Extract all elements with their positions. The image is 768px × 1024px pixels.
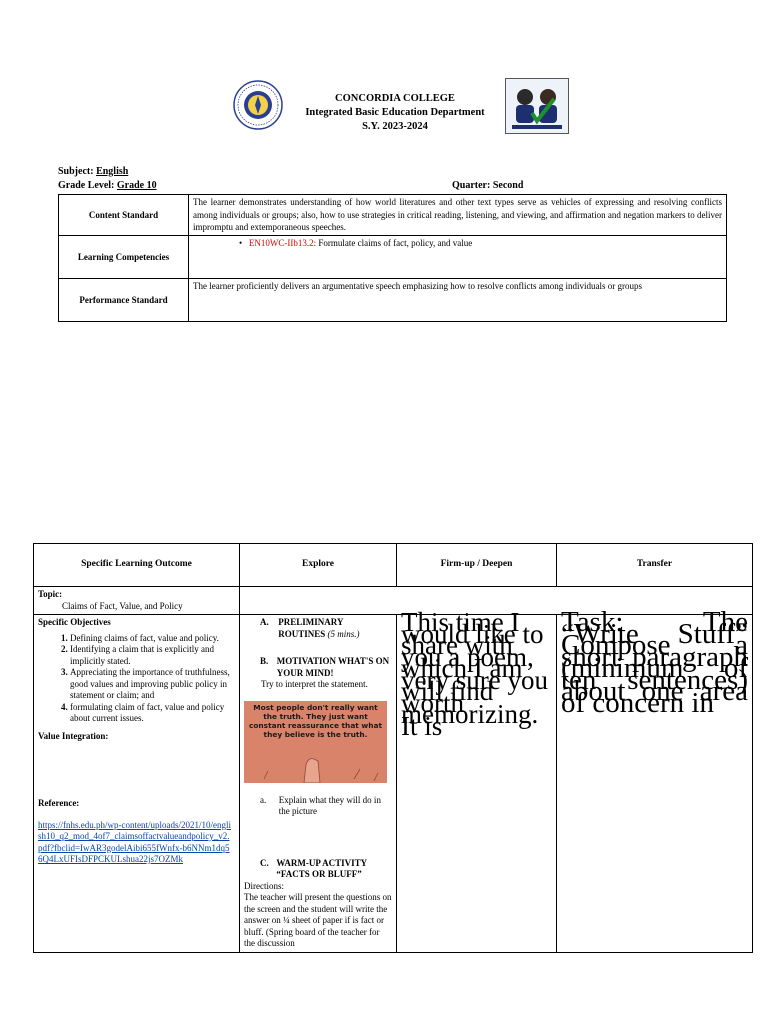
grade-line <box>58 180 157 191</box>
firm-up-text: This time I would like to share with you a poem, which I am very sure you will find worth memorizing. It is <box>401 607 548 741</box>
motivation-title: MOTIVATION WHAT'S ON YOUR MIND! <box>276 656 390 678</box>
header-firm-up: Firm-up / Deepen <box>397 544 557 587</box>
performance-standard-row <box>59 279 727 322</box>
objective-item: 3. Appreciating the importance of truthfulness, good values and improving public policy in statement or claim; and <box>70 667 235 702</box>
school-header <box>280 92 510 134</box>
preliminary-routines-title: PRELIMINARY ROUTINES <box>278 617 344 639</box>
warm-up-title: WARM-UP ACTIVITY “FACTS OR BLUFF” <box>276 857 367 879</box>
quarter-label: Quarter: Second <box>452 180 524 191</box>
directions-text: The teacher will present the questions on the screen and the student will write the answer on ¼ sheet of paper if is fact or bluff. (Spring board of the teacher for the discussion <box>244 892 392 948</box>
department-photo-logo <box>505 78 569 134</box>
explore-item-b <box>244 656 392 679</box>
item-letter: A. <box>260 617 269 627</box>
learning-competencies-cell <box>189 236 727 279</box>
performance-standard-label: Performance Standard <box>59 279 189 322</box>
quote-image-text: Most people don't really want the truth. They just want constant reassurance that what they believe is the truth. <box>248 702 383 739</box>
objective-item: 2. Identifying a claim that is explicitly and implicitly stated. <box>70 644 235 667</box>
performance-standard-text: The learner proficiently delivers an argumentative speech emphasizing how to resolve conflicts among individuals or groups <box>189 279 727 322</box>
grade-label: Grade Level: <box>58 180 115 191</box>
item-letter: C. <box>260 857 269 868</box>
subject-line <box>58 166 128 177</box>
plan-header-row <box>34 544 753 587</box>
objective-item: 1. Defining claims of fact, value and policy. <box>70 633 235 645</box>
bullet-icon: • <box>239 238 249 248</box>
learning-competencies-label: Learning Competencies <box>59 236 189 279</box>
quote-image <box>244 701 387 783</box>
directions-label: Directions: <box>244 880 284 891</box>
grade-value: Grade 10 <box>116 180 157 191</box>
item-a-content <box>272 617 392 640</box>
lesson-plan-table <box>33 543 753 953</box>
topic-value: Claims of Fact, Value, and Policy <box>62 600 183 611</box>
motivation-instruction: Try to interpret the statement. <box>261 679 368 689</box>
content-standard-row <box>59 195 727 236</box>
explore-item-c <box>244 858 392 881</box>
subject-label: Subject: <box>58 166 94 177</box>
content-standard-text: The learner demonstrates understanding of how world literatures and other text types serve as vehicles of expressing and resolving conflicts among individuals or groups; also, how to use strategies in critical reading, listening, and viewing, and affirmation and negation markers to deliver impromptu and extemporaneous speeches. <box>189 195 727 236</box>
topic-cell <box>34 587 240 615</box>
competency-item <box>193 237 722 250</box>
item-letter: B. <box>260 656 269 666</box>
hand-illustration <box>244 749 387 783</box>
header-explore: Explore <box>240 544 397 587</box>
header-transfer: Transfer <box>557 544 753 587</box>
competency-text: Formulate claims of fact, policy, and value <box>316 238 473 248</box>
reference-link[interactable]: https://fnhs.edu.ph/wp-content/uploads/2021/10/english10_q2_mod_4of7_claimsoffactvalueandpolicy_v2.pdf?fbclid=IwAR3godelAibi655fWnfx-b6NNm1dq56Q4LxUFIsDFPCKULshua22js7OZMk <box>38 819 231 864</box>
learning-competencies-row <box>59 236 727 279</box>
standards-table <box>58 194 727 322</box>
department-name: Integrated Basic Education Department <box>305 107 485 118</box>
subject-value: English <box>96 166 129 177</box>
objectives-label: Specific Objectives <box>38 617 111 627</box>
school-year: S.Y. 2023-2024 <box>362 121 428 132</box>
explore-sub-item-a <box>244 795 392 818</box>
header-specific-learning-outcome: Specific Learning Outcome <box>34 544 240 587</box>
explore-cell <box>240 615 397 953</box>
sub-item-a-text: Explain what they will do in the picture <box>278 794 381 816</box>
content-row <box>34 615 753 953</box>
preliminary-routines-time: (5 mins.) <box>327 628 360 639</box>
explore-item-a <box>244 617 392 640</box>
item-letter: a. <box>260 794 267 805</box>
value-integration-label: Value Integration: <box>38 730 109 741</box>
competency-code: EN10WC-IIb13.2: <box>248 238 317 248</box>
content-standard-label: Content Standard <box>59 195 189 236</box>
objectives-cell <box>34 615 240 953</box>
objectives-list <box>38 633 235 725</box>
objective-item: 4. formulating claim of fact, value and policy about current issues. <box>70 702 235 725</box>
college-name: CONCORDIA COLLEGE <box>335 93 455 104</box>
transfer-cell <box>557 606 753 953</box>
reference-label: Reference: <box>38 798 80 808</box>
firm-up-cell <box>397 607 557 953</box>
topic-label: Topic: <box>38 589 63 599</box>
school-seal-logo <box>233 80 283 130</box>
transfer-text: Task: The “Write Stuff” Compose a short paragraph (minimum of ten sentences) about one area of concern in <box>561 606 748 719</box>
